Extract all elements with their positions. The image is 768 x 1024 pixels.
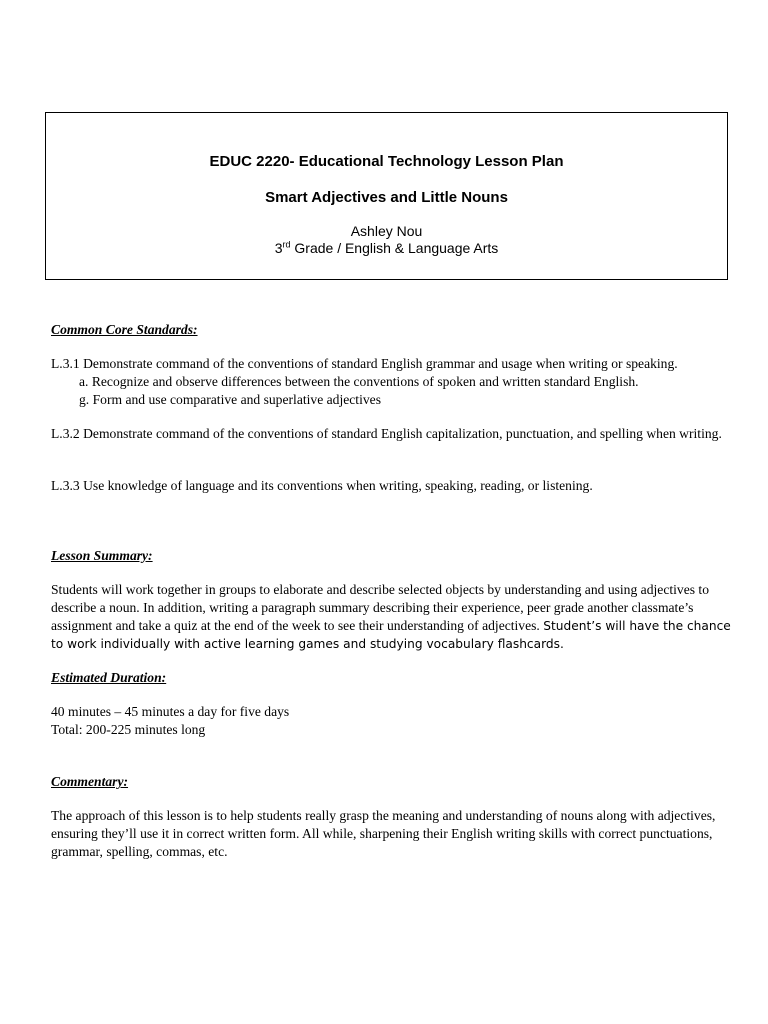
standard-l32: L.3.2 Demonstrate command of the conventions of standard English capitalization, punctuation, and spelling when writing. bbox=[51, 426, 722, 441]
commentary-text: The approach of this lesson is to help students really grasp the meaning and understanding of nouns along with adjectives, ensuring they’ll use it in correct written form. All while, sharpening their English writing skills with correct punctuations, grammar, spelling, commas, etc. bbox=[51, 808, 716, 859]
standards-heading: Common Core Standards: bbox=[51, 322, 198, 337]
summary-text-extra: Student’s will have the chance to work individually with active learning games and studying vocabulary flashcards. bbox=[51, 619, 731, 651]
standard-l31-a: a. Recognize and observe differences between the conventions of spoken and written standard English. bbox=[79, 374, 639, 389]
lesson-title: Smart Adjectives and Little Nouns bbox=[265, 189, 508, 206]
duration-line-1: 40 minutes – 45 minutes a day for five days bbox=[51, 704, 290, 719]
duration-line-2: Total: 200-225 minutes long bbox=[51, 722, 206, 737]
commentary-heading: Commentary: bbox=[51, 774, 129, 789]
duration-heading: Estimated Duration: bbox=[51, 670, 167, 685]
grade-subject bbox=[46, 240, 727, 256]
author-name: Ashley Nou bbox=[350, 223, 423, 239]
grade-number: 3 bbox=[274, 240, 283, 256]
grade-suffix: rd bbox=[282, 239, 291, 250]
grade-subject-text: Grade / English & Language Arts bbox=[290, 240, 499, 256]
summary-text bbox=[51, 581, 731, 653]
title-box bbox=[45, 112, 728, 280]
standard-l33: L.3.3 Use knowledge of language and its conventions when writing, speaking, reading, or listening. bbox=[51, 478, 593, 493]
summary-heading: Lesson Summary: bbox=[51, 548, 153, 563]
summary-text-main: Students will work together in groups to elaborate and describe selected objects by understanding and using adjectives to describe a noun. In addition, writing a paragraph summary describing their experience, peer grade another classmate’s assignment and take a quiz at the end of the week to see their understanding of adjectives. bbox=[51, 582, 709, 633]
document-body bbox=[51, 321, 731, 861]
standard-l31: L.3.1 Demonstrate command of the conventions of standard English grammar and usage when writing or speaking. bbox=[51, 356, 678, 371]
course-title: EDUC 2220- Educational Technology Lesson Plan bbox=[209, 153, 564, 170]
standard-l31-g: g. Form and use comparative and superlative adjectives bbox=[79, 392, 381, 407]
